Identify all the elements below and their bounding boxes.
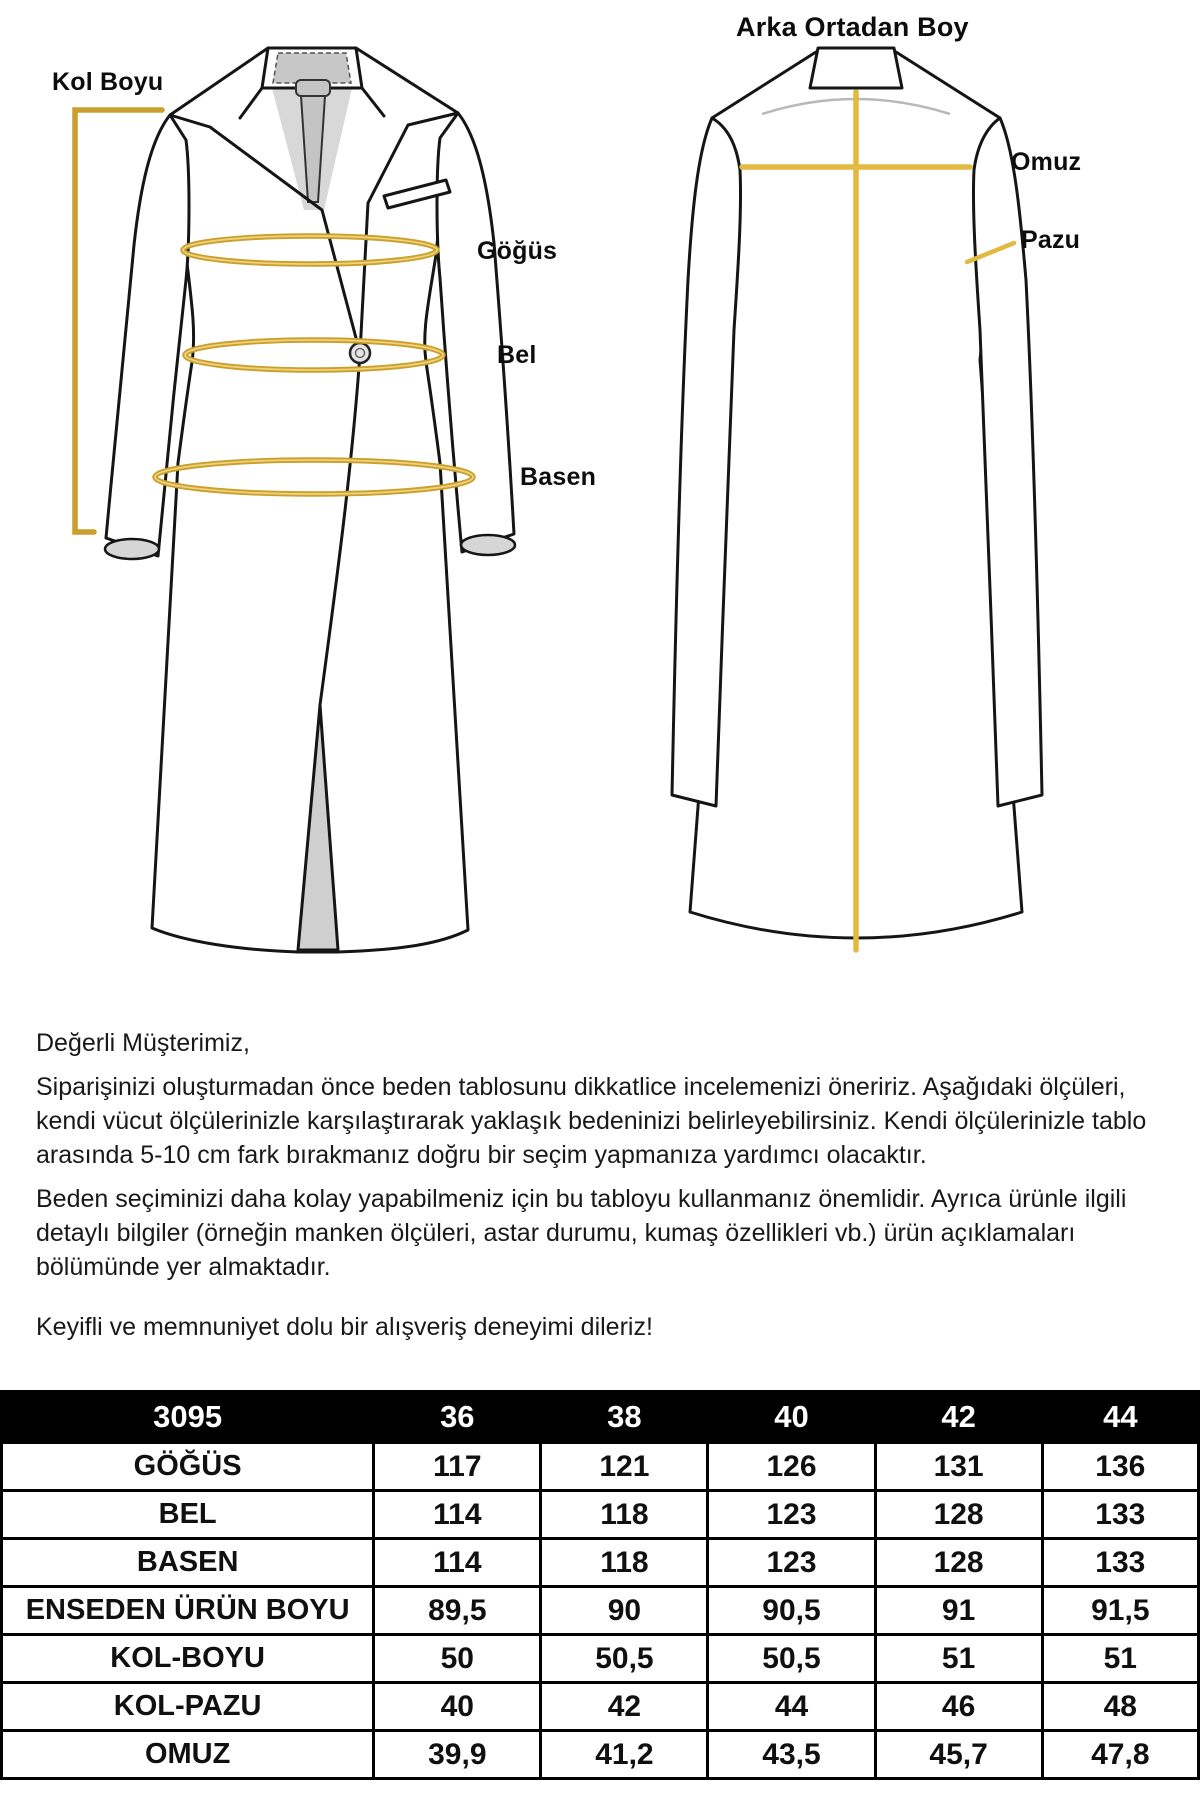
measurement-value: 40 bbox=[374, 1683, 541, 1731]
measurement-value: 131 bbox=[875, 1443, 1042, 1491]
measurement-value: 48 bbox=[1042, 1683, 1198, 1731]
measurement-value: 91,5 bbox=[1042, 1587, 1198, 1635]
size-table-header-row bbox=[2, 1392, 1199, 1443]
measurement-label: ENSEDEN ÜRÜN BOYU bbox=[2, 1587, 374, 1635]
label-bicep: Pazu bbox=[1021, 226, 1081, 254]
measurement-value: 50 bbox=[374, 1635, 541, 1683]
closing-line: Keyifli ve memnuniyet dolu bir alışveriş deneyimi dileriz! bbox=[36, 1313, 653, 1341]
measurement-value: 123 bbox=[708, 1539, 875, 1587]
measurement-row bbox=[2, 1491, 1199, 1539]
measurement-value: 114 bbox=[374, 1491, 541, 1539]
measurement-value: 114 bbox=[374, 1539, 541, 1587]
measurement-value: 45,7 bbox=[875, 1731, 1042, 1779]
measurement-label: GÖĞÜS bbox=[2, 1443, 374, 1491]
size-column-header: 36 bbox=[374, 1392, 541, 1443]
measurement-value: 118 bbox=[541, 1491, 708, 1539]
measurement-label: OMUZ bbox=[2, 1731, 374, 1779]
measurement-label: KOL-PAZU bbox=[2, 1683, 374, 1731]
size-table-body bbox=[2, 1443, 1199, 1779]
model-number-cell: 3095 bbox=[2, 1392, 374, 1443]
measurement-value: 128 bbox=[875, 1539, 1042, 1587]
measurement-value: 41,2 bbox=[541, 1731, 708, 1779]
greeting: Değerli Müşterimiz, bbox=[36, 1029, 250, 1057]
measurement-value: 91 bbox=[875, 1587, 1042, 1635]
front-coat-illustration bbox=[75, 48, 515, 952]
tie-knot bbox=[296, 80, 330, 96]
label-center-back-length: Arka Ortadan Boy bbox=[736, 12, 969, 42]
measurement-value: 51 bbox=[1042, 1635, 1198, 1683]
measurement-value: 118 bbox=[541, 1539, 708, 1587]
measurement-label: KOL-BOYU bbox=[2, 1635, 374, 1683]
label-shoulder: Omuz bbox=[1011, 148, 1082, 176]
measurement-value: 51 bbox=[875, 1635, 1042, 1683]
measurement-row bbox=[2, 1731, 1199, 1779]
customer-info-text bbox=[36, 1026, 1186, 1354]
measurement-row bbox=[2, 1683, 1199, 1731]
measurement-value: 46 bbox=[875, 1683, 1042, 1731]
size-column-header: 44 bbox=[1042, 1392, 1198, 1443]
measurement-row bbox=[2, 1635, 1199, 1683]
back-collar bbox=[810, 48, 902, 88]
size-column-header: 38 bbox=[541, 1392, 708, 1443]
measurement-value: 126 bbox=[708, 1443, 875, 1491]
measurement-value: 50,5 bbox=[708, 1635, 875, 1683]
measurement-label: BEL bbox=[2, 1491, 374, 1539]
measurement-row bbox=[2, 1587, 1199, 1635]
front-right-cuff bbox=[461, 535, 515, 555]
measurement-value: 121 bbox=[541, 1443, 708, 1491]
waist-button bbox=[350, 343, 370, 363]
measurement-value: 123 bbox=[708, 1491, 875, 1539]
intro-paragraph: Siparişinizi oluşturmadan önce beden tablosunu dikkatlice incelemenizi öneririz. Aşağıdaki ölçüleri, kendi vücut ölçülerinizle karşılaştırarak yaklaşık bedeninizi belirleyebilirsiniz. Kendi ölçülerinizle tablo arasında 5-10 cm fark bırakmanız doğru bir seçim yapmanıza yardımcı olacaktır. bbox=[36, 1073, 1147, 1169]
size-column-header: 40 bbox=[708, 1392, 875, 1443]
measurement-value: 90,5 bbox=[708, 1587, 875, 1635]
measurement-value: 117 bbox=[374, 1443, 541, 1491]
measurement-value: 133 bbox=[1042, 1491, 1198, 1539]
measurement-value: 89,5 bbox=[374, 1587, 541, 1635]
size-column-header: 42 bbox=[875, 1392, 1042, 1443]
label-chest: Göğüs bbox=[477, 237, 558, 265]
measurement-value: 39,9 bbox=[374, 1731, 541, 1779]
label-hip: Basen bbox=[520, 463, 597, 491]
label-waist: Bel bbox=[497, 341, 537, 369]
measurement-row bbox=[2, 1539, 1199, 1587]
measurement-label: BASEN bbox=[2, 1539, 374, 1587]
measurement-row bbox=[2, 1443, 1199, 1491]
size-table bbox=[0, 1390, 1200, 1780]
back-coat-illustration bbox=[672, 48, 1042, 950]
measurement-value: 42 bbox=[541, 1683, 708, 1731]
table-usage-paragraph: Beden seçiminizi daha kolay yapabilmeniz için bu tabloyu kullanmanız önemlidir. Ayrıca ürünle ilgili detaylı bilgiler (örneğin manken ölçüleri, astar durumu, kumaş özellikleri vb.) ürün açıklamaları bölümünde yer almaktadır. bbox=[36, 1185, 1127, 1281]
measurement-value: 136 bbox=[1042, 1443, 1198, 1491]
measurement-value: 128 bbox=[875, 1491, 1042, 1539]
measurement-value: 133 bbox=[1042, 1539, 1198, 1587]
front-left-cuff bbox=[105, 539, 159, 559]
measurement-value: 90 bbox=[541, 1587, 708, 1635]
measurement-value: 43,5 bbox=[708, 1731, 875, 1779]
label-sleeve-length: Kol Boyu bbox=[52, 68, 164, 96]
measurement-value: 50,5 bbox=[541, 1635, 708, 1683]
measurement-value: 47,8 bbox=[1042, 1731, 1198, 1779]
measurement-value: 44 bbox=[708, 1683, 875, 1731]
